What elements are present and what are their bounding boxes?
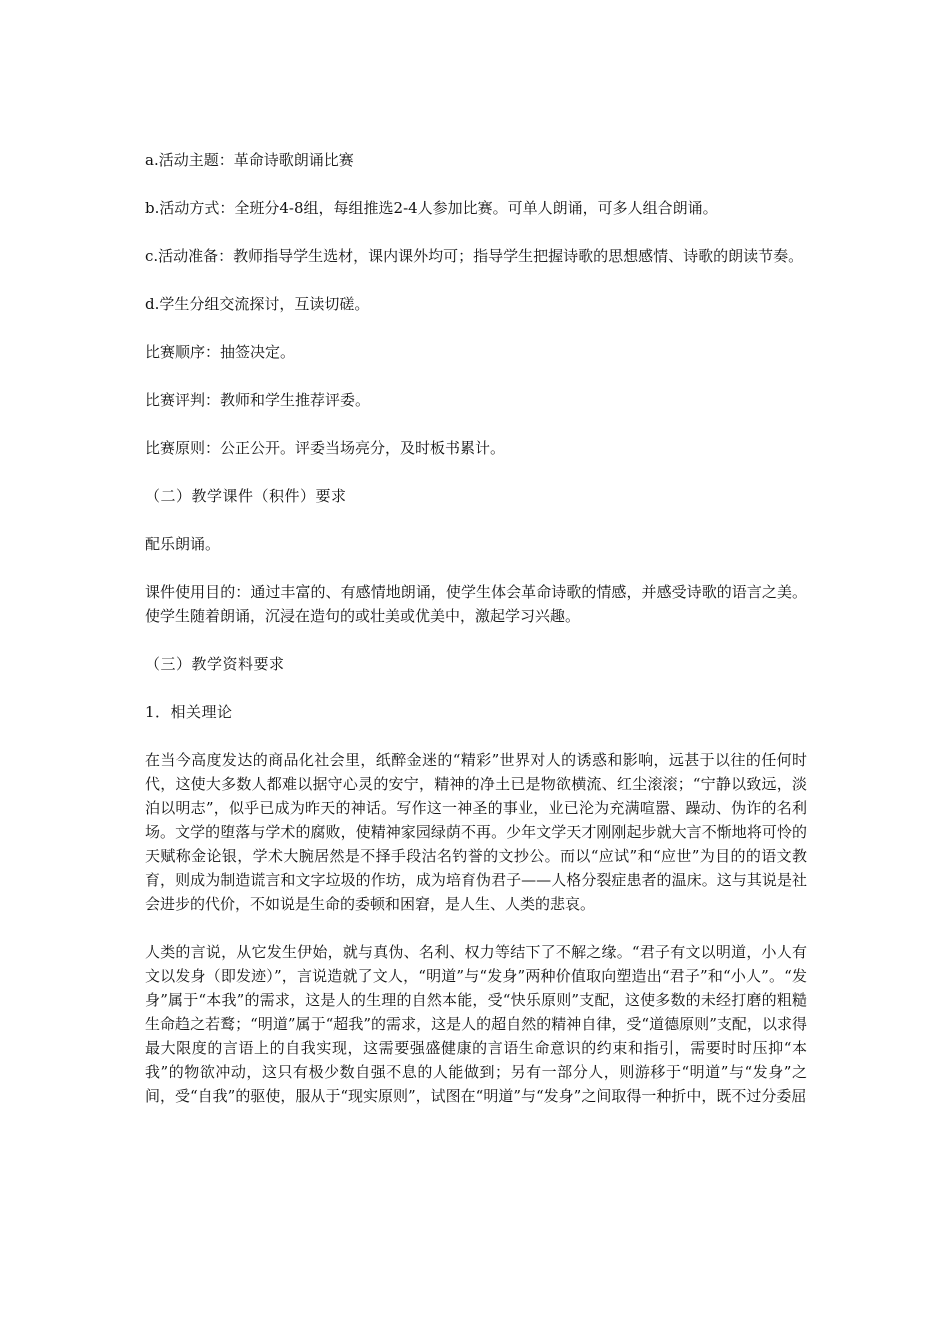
section-heading-courseware: （二）教学课件（积件）要求 <box>145 487 347 505</box>
subsection-heading-theory: 1．相关理论 <box>145 703 233 721</box>
competition-order-line: 比赛顺序：抽签决定。 <box>145 343 296 361</box>
courseware-content-line: 配乐朗诵。 <box>145 535 221 553</box>
activity-theme-line: a.活动主题：革命诗歌朗诵比赛 <box>145 151 354 169</box>
section-heading-materials: （三）教学资料要求 <box>145 655 285 673</box>
theory-paragraph-2: 人类的言说，从它发生伊始，就与真伪、名利、权力等结下了不解之缘。“君子有文以明道，小人有文以发身（即发迹）”，言说造就了文人，“明道”与“发身”两种价值取向塑造出“君子”和“小人”。“发身”属于“本我”的需求，这是人的生理的自然本能，受“快乐原则”支配，这使多数的未经打磨的粗糙生命趋之若鹜；“明道”属于“超我”的需求，这是人的超自然的精神自律，受“道德原则”支配，以求得最大限度的言语上的自我实现，这需要强盛健康的言语生命意识的约束和指引，需要时时压抑“本我”的物欲冲动，这只有极少数自强不息的人能做到；另有一部分人，则游移于“明道”与“发身”之间，受“自我”的驱使，服从于“现实原则”，试图在“明道”与“发身”之间取得一种折中，既不过分委屈 <box>145 943 807 1105</box>
competition-judging-line: 比赛评判：教师和学生推荐评委。 <box>145 391 371 409</box>
document-body <box>145 148 807 1132</box>
courseware-purpose-paragraph: 课件使用目的：通过丰富的、有感情地朗诵，使学生体会革命诗歌的情感，并感受诗歌的语言之美。使学生随着朗诵，沉浸在造句的或壮美或优美中，激起学习兴趣。 <box>145 583 807 625</box>
competition-principle-line: 比赛原则：公正公开。评委当场亮分，及时板书累计。 <box>145 439 506 457</box>
activity-preparation-line: c.活动准备：教师指导学生选材，课内课外均可；指导学生把握诗歌的思想感情、诗歌的朗读节奏。 <box>145 247 804 265</box>
group-discussion-line: d.学生分组交流探讨，互读切磋。 <box>145 295 370 313</box>
theory-paragraph-1: 在当今高度发达的商品化社会里，纸醉金迷的“精彩”世界对人的诱惑和影响，远甚于以往的任何时代，这使大多数人都难以据守心灵的安宁，精神的净土已是物欲横流、红尘滚滚；“宁静以致远，淡泊以明志”，似乎已成为昨天的神话。写作这一神圣的事业，业已沦为充满喧嚣、躁动、伪诈的名利场。文学的堕落与学术的腐败，使精神家园绿荫不再。少年文学天才刚刚起步就大言不惭地将可怜的天赋称金论银，学术大腕居然是不择手段沽名钓誉的文抄公。而以“应试”和“应世”为目的的语文教育，则成为制造谎言和文字垃圾的作坊，成为培育伪君子——人格分裂症患者的温床。这与其说是社会进步的代价，不如说是生命的委顿和困窘，是人生、人类的悲哀。 <box>145 751 807 913</box>
activity-method-line: b.活动方式：全班分4-8组，每组推选2-4人参加比赛。可单人朗诵，可多人组合朗诵。 <box>145 199 718 217</box>
